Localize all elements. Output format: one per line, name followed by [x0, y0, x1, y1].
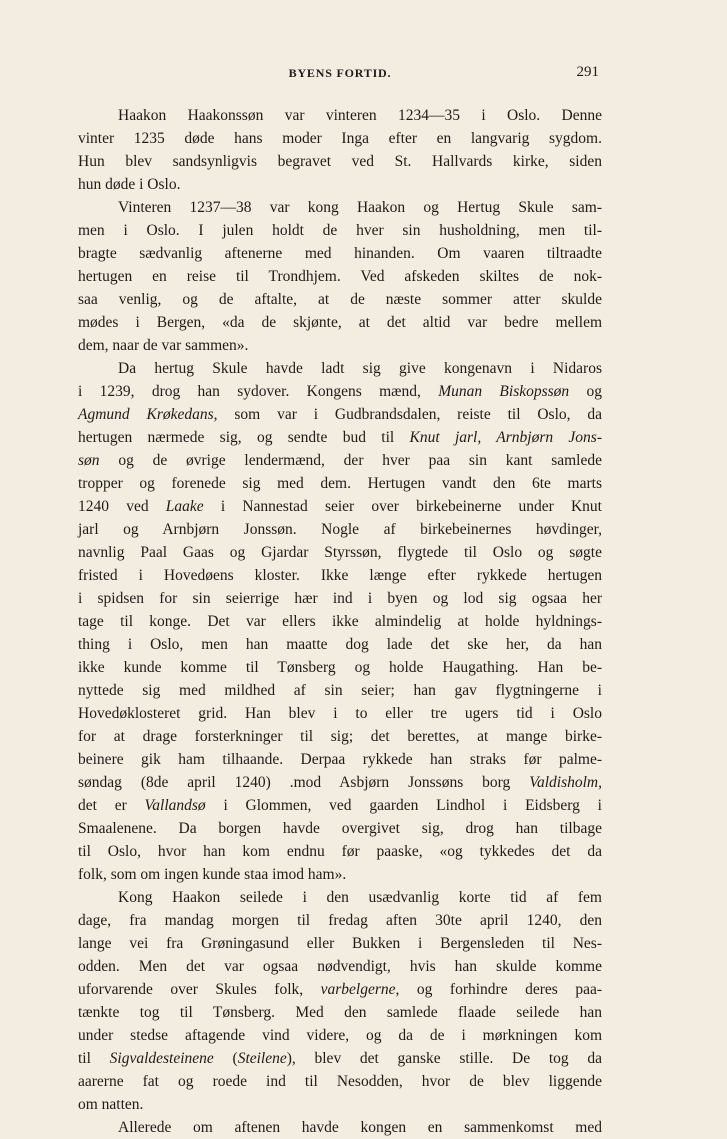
text-run: thing i Oslo, men han maatte dog lade det ske her, da han — [78, 636, 602, 653]
text-line — [78, 288, 602, 311]
text-line — [78, 564, 602, 587]
text-line — [78, 840, 602, 863]
text-line — [78, 932, 602, 955]
text-line — [78, 104, 602, 127]
text-run: Kong Haakon seilede i den usædvanlig korte tid af fem — [118, 889, 602, 906]
text-run: Vinteren 1237—38 var kong Haakon og Hertug Skule sam- — [118, 199, 602, 216]
text-run: og — [569, 383, 602, 400]
text-line — [78, 1116, 602, 1139]
italic-name: Steilene — [237, 1050, 287, 1067]
text-line — [78, 978, 602, 1001]
text-line — [78, 1070, 602, 1093]
text-run: til Oslo, hvor han kom endnu før paaske, «og tykkedes det da — [78, 843, 602, 860]
text-line — [78, 771, 602, 794]
italic-name: Munan Biskopssøn — [438, 383, 570, 400]
text-run: odden. Men det var ogsaa nødvendigt, hvis han skulde komme — [78, 958, 602, 975]
text-line — [78, 610, 602, 633]
text-run: vinter 1235 døde hans moder Inga efter en langvarig sygdom. — [78, 130, 602, 147]
text-line — [78, 587, 602, 610]
text-line — [78, 426, 602, 449]
italic-name: varbelgerne — [320, 981, 396, 998]
text-line — [78, 242, 602, 265]
italic-name: søn — [78, 452, 100, 469]
text-run: 1240 ved — [78, 498, 166, 515]
text-line — [78, 541, 602, 564]
text-line — [78, 357, 602, 380]
text-run: nyttede sig med mildhed af sin seier; han gav flygtningerne i — [78, 682, 602, 699]
text-line — [78, 633, 602, 656]
text-run: ), blev det ganske stille. De tog da — [286, 1050, 602, 1067]
italic-name: Agmund Krøkedans — [78, 406, 214, 423]
text-run: i spidsen for sin seierrige hær ind i byen og lod sig ogsaa her — [78, 590, 602, 607]
text-run: fristed i Hovedøens kloster. Ikke længe efter rykkede hertugen — [78, 567, 602, 584]
text-run: i 1239, drog han sydover. Kongens mænd, — [78, 383, 439, 400]
italic-name: Sigvaldesteinene — [109, 1050, 214, 1067]
text-run: saa venlig, og de aftalte, at de næste sommer atter skulde — [78, 291, 602, 308]
running-title: BYENS FORTID. — [288, 66, 392, 80]
text-line — [78, 702, 602, 725]
body-text — [78, 104, 602, 1139]
text-run: Da hertug Skule havde ladt sig give kongenavn i Nidaros — [118, 360, 602, 377]
text-line — [78, 955, 602, 978]
text-line — [78, 380, 602, 403]
text-run: ikke kunde komme til Tønsberg og holde Haugathing. Han be- — [78, 659, 602, 676]
text-run: hun døde i Oslo. — [78, 176, 181, 193]
text-line — [78, 886, 602, 909]
text-run: søndag (8de april 1240) .mod Asbjørn Jonssøns borg — [78, 774, 530, 791]
italic-name: Vallandsø — [144, 797, 206, 814]
italic-name: Laake — [165, 498, 204, 515]
text-line — [78, 518, 602, 541]
text-run: jarl og Arnbjørn Jonssøn. Nogle af birkebeinernes høvdinger, — [78, 521, 602, 538]
text-run: under stedse aftagende vind videre, og da de i mørkningen kom — [78, 1027, 602, 1044]
text-run: aarerne fat og roede ind til Nesodden, hvor de blev liggende — [78, 1073, 602, 1090]
text-line — [78, 127, 602, 150]
text-run: tage til konge. Det var ellers ikke almindelig at holde hyldnings- — [78, 613, 602, 630]
text-line — [78, 449, 602, 472]
text-line — [78, 817, 602, 840]
text-line — [78, 403, 602, 426]
text-run: bragte sædvanlig aftenerne med hinanden. Om vaaren tiltraadte — [78, 245, 602, 262]
italic-name: Knut jarl, Arnbjørn Jons- — [409, 429, 602, 446]
text-line — [78, 1093, 602, 1116]
text-line — [78, 725, 602, 748]
text-run: navnlig Paal Gaas og Gjardar Styrssøn, flygtede til Oslo og søgte — [78, 544, 602, 561]
text-run: i Glommen, ved gaarden Lindhol i Eidsberg i — [205, 797, 602, 814]
text-run: i Nannestad seier over birkebeinerne under Knut — [203, 498, 602, 515]
text-run: og de øvrige lendermænd, der hver paa sin kant samlede — [99, 452, 602, 469]
text-line — [78, 196, 602, 219]
text-line — [78, 909, 602, 932]
text-line — [78, 495, 602, 518]
text-run: tropper og forenede sig med dem. Hertugen vandt den 6te marts — [78, 475, 602, 492]
text-line — [78, 863, 602, 886]
italic-name: Valdisholm, — [529, 774, 602, 791]
running-head — [81, 66, 599, 86]
text-run: Hovedøklosteret grid. Han blev i to eller tre ugers tid i Oslo — [78, 705, 602, 722]
text-line — [78, 1001, 602, 1024]
text-run: lange vei fra Grøningasund eller Bukken i Bergensleden til Nes- — [78, 935, 602, 952]
text-line — [78, 334, 602, 357]
text-run: hertugen en reise til Trondhjem. Ved afskeden skiltes de nok- — [78, 268, 602, 285]
text-line — [78, 748, 602, 771]
text-run: hertugen nærmede sig, og sendte bud til — [78, 429, 410, 446]
text-run: for at drage forsterkninger til sig; det berettes, at mange birke- — [78, 728, 602, 745]
text-run: om natten. — [78, 1096, 144, 1113]
text-run: folk, som om ingen kunde staa imod ham». — [78, 866, 347, 883]
text-line — [78, 173, 602, 196]
text-line — [78, 265, 602, 288]
text-run: det er — [78, 797, 145, 814]
text-line — [78, 679, 602, 702]
text-run: Allerede om aftenen havde kongen en sammenkomst med — [118, 1119, 602, 1136]
text-run: men i Oslo. I julen holdt de hver sin husholdning, men til- — [78, 222, 602, 239]
text-run: Smaalenene. Da borgen havde overgivet sig, drog han tilbage — [78, 820, 602, 837]
text-line — [78, 472, 602, 495]
text-run: dage, fra mandag morgen til fredag aften 30te april 1240, den — [78, 912, 602, 929]
text-line — [78, 150, 602, 173]
text-run: til — [78, 1050, 110, 1067]
text-run: , og forhindre deres paa- — [395, 981, 602, 998]
text-run: , som var i Gudbrandsdalen, reiste til Oslo, da — [213, 406, 602, 423]
text-line — [78, 1047, 602, 1070]
text-run: uforvarende over Skules folk, — [78, 981, 321, 998]
text-run: tænkte tog til Tønsberg. Med den samlede flaade seilede han — [78, 1004, 602, 1021]
text-line — [78, 794, 602, 817]
text-line — [78, 1024, 602, 1047]
text-run: beinere gik ham tilhaande. Derpaa rykkede han straks før palme- — [78, 751, 602, 768]
text-run: Haakon Haakonssøn var vinteren 1234—35 i Oslo. Denne — [118, 107, 602, 124]
text-line — [78, 656, 602, 679]
text-line — [78, 311, 602, 334]
text-run: dem, naar de var sammen». — [78, 337, 249, 354]
text-line — [78, 219, 602, 242]
text-run: Hun blev sandsynligvis begravet ved St. Hallvards kirke, siden — [78, 153, 602, 170]
text-run: ( — [213, 1050, 238, 1067]
page-number: 291 — [576, 64, 599, 80]
text-run: mødes i Bergen, «da de skjønte, at det altid var bedre mellem — [78, 314, 602, 331]
